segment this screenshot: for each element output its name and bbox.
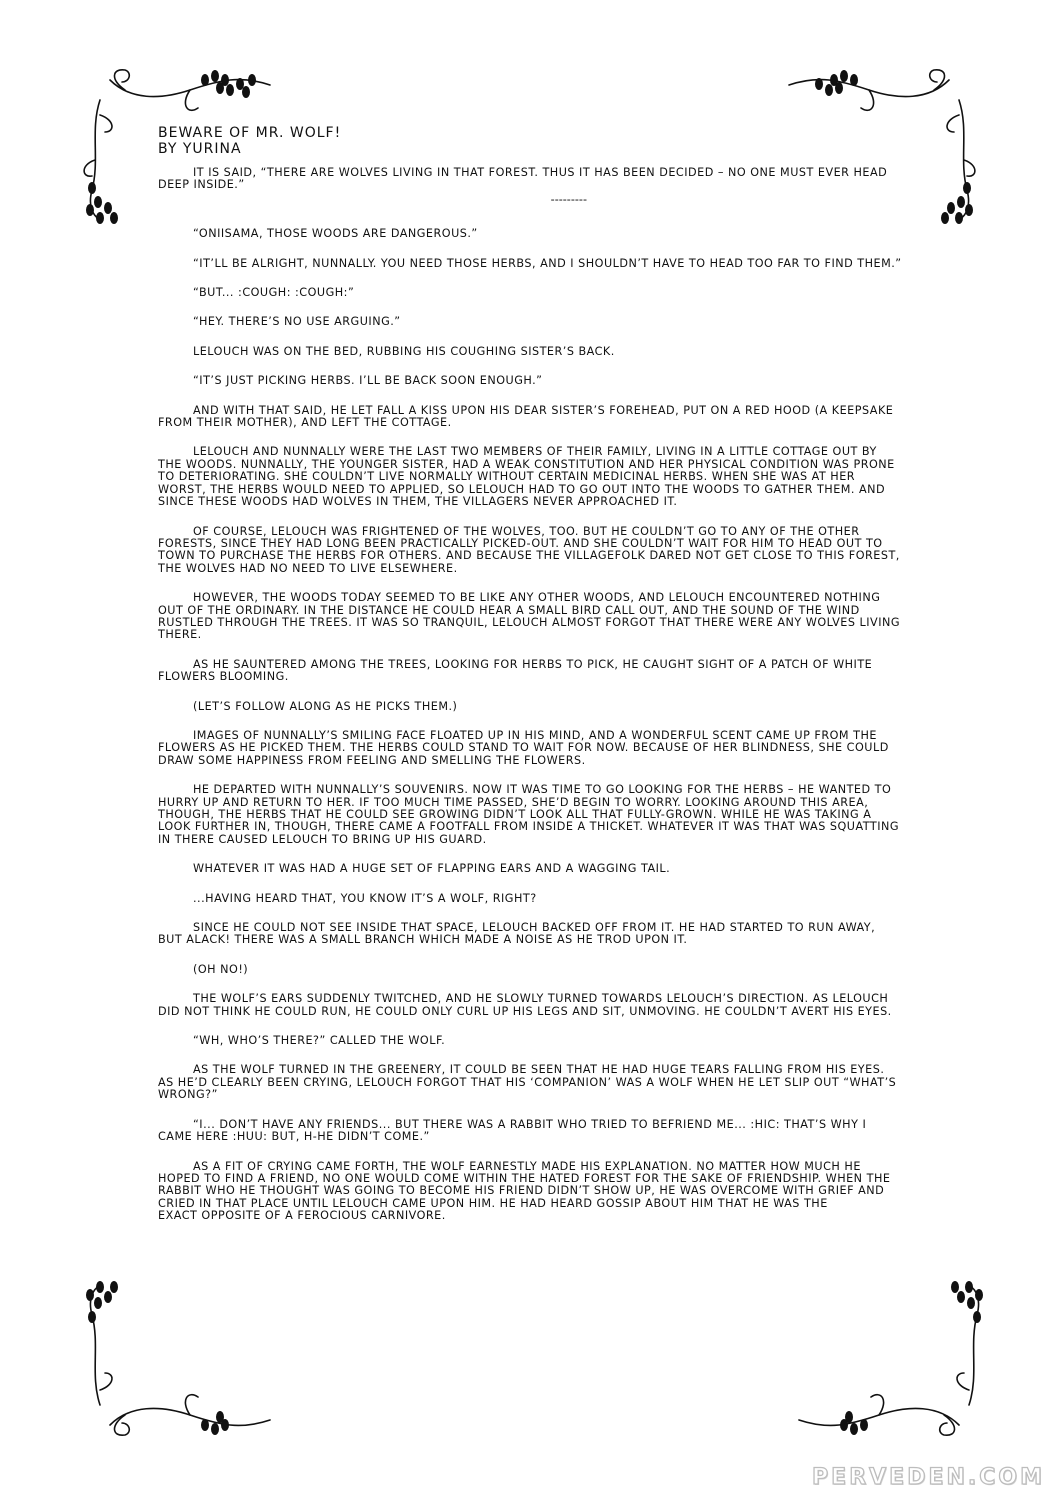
paragraph: “ONIISAMA, THOSE WOODS ARE DANGEROUS.” <box>193 227 478 241</box>
paragraph: “WH, WHO’S THERE?” CALLED THE WOLF. <box>193 1034 446 1048</box>
site-watermark: PERVEDEN.COM <box>812 1465 1045 1490</box>
paragraph: AND WITH THAT SAID, HE LET FALL A KISS UPON HIS DEAR SISTER’S FOREHEAD, PUT ON A RED HOOD (A KEEPSAKE FROM THEIR MOTHER), AND LEFT THE COTTAGE. <box>158 403 894 430</box>
paragraph: IMAGES OF NUNNALLY’S SMILING FACE FLOATED UP IN HIS MIND, AND A WONDERFUL SCENT CAME UP FROM THE FLOWERS AS HE PICKED THEM. THE HERBS COULD STAND TO WAIT FOR NOW. BECAUSE OF HER BLINDNESS, SHE COULD DRAW SOME HAPPINESS FROM FEELING AND SMELLING THE FLOWERS. <box>158 728 889 767</box>
paragraph: “IT’LL BE ALRIGHT, NUNNALLY. YOU NEED THOSE HERBS, AND I SHOULDN’T HAVE TO HEAD TOO FAR TO FIND THEM.” <box>193 256 902 270</box>
paragraph: LELOUCH AND NUNNALLY WERE THE LAST TWO MEMBERS OF THEIR FAMILY, LIVING IN A LITTLE COTTAGE OUT BY THE WOODS. NUNNALLY, THE YOUNGER SISTER, HAD A WEAK CONSTITUTION AND HER PHYSICAL CONDITION WAS PRONE TO DETERIORATING. SHE COULDN’T LIVE NORMALLY WITHOUT CERTAIN MEDICINAL HERBS. WHEN SHE WAS AT HER WORST, THE HERBS WOULD NEED TO APPLIED, SO LELOUCH HAD TO GO OUT INTO THE WOODS TO GATHER THEM. AND SINCE THESE WOODS HAD WOLVES IN THEM, THE VILLAGERS NEVER APPROACHED IT. <box>158 445 895 509</box>
paragraph: HE DEPARTED WITH NUNNALLY’S SOUVENIRS. NOW IT WAS TIME TO GO LOOKING FOR THE HERBS – HE WANTED TO HURRY UP AND RETURN TO HER. IF TOO MUCH TIME PASSED, SHE’D BEGIN TO WORRY. LOOKING AROUND THIS AREA, THOUGH, THE HERBS THAT HE COULD SEE GROWING DIDN’T LOOK ALL THAT FULLY-GROWN. WHILE HE WAS TAKING A LOOK FURTHER IN, THOUGH, THERE CAME A FOOTFALL FROM INSIDE A THICKET. WHATEVER IT WAS THAT WAS SQUATTING IN THERE CAUSED LELOUCH TO BRING UP HIS GUARD. <box>158 783 900 846</box>
section-divider: --------- <box>550 192 587 206</box>
paragraph: AS A FIT OF CRYING CAME FORTH, THE WOLF EARNESTLY MADE HIS EXPLANATION. NO MATTER HOW MUCH HE HOPED TO FIND A FRIEND, NO ONE WOULD COME WITHIN THE HATED FOREST FOR THE SAKE OF FRIENDSHIP. WHEN THE RABBIT WHO HE THOUGHT WAS GOING TO BECOME HIS FRIEND DIDN’T SHOW UP, HE WAS OVERCOME WITH GRIEF AND CRIED IN THAT PLACE UNTIL LELOUCH CAME UPON HIM. HE HAD HEARD GOSSIP ABOUT HIM THAT HE WAS THE <box>158 1159 891 1210</box>
paragraph: THE WOLF’S EARS SUDDENLY TWITCHED, AND HE SLOWLY TURNED TOWARDS LELOUCH’S DIRECTION. AS LELOUCH DID NOT THINK HE COULD RUN, HE COULD ONLY CURL UP HIS LEGS AND SIT, UNMOVING. HE COULDN’T AVERT HIS EYES. <box>158 992 892 1018</box>
bottom-left-vine-ornament <box>70 1275 300 1445</box>
paragraph: ...HAVING HEARD THAT, YOU KNOW IT’S A WOLF, RIGHT? <box>193 891 537 905</box>
paragraph: IT IS SAID, “THERE ARE WOLVES LIVING IN THAT FOREST. THUS IT HAS BEEN DECIDED – NO ONE MUST EVER HEAD DEEP INSIDE.” <box>158 166 888 192</box>
paragraph: OF COURSE, LELOUCH WAS FRIGHTENED OF THE WOLVES, TOO. BUT HE COULDN’T GO TO ANY OF THE OTHER FORESTS, SINCE THEY HAD LONG BEEN PRACTICALLY PICKED-OUT. AND SHE COULDN’T WAIT FOR HIM TO HEAD OUT TO TOWN TO PURCHASE THE HERBS FOR OTHERS. AND BECAUSE THE VILLAGEFOLK DARED NOT GET CLOSE TO THIS FOREST, THE WOLVES HAD NO NEED TO LIVE ELSEWHERE. <box>158 524 900 575</box>
paragraph: LELOUCH WAS ON THE BED, RUBBING HIS COUGHING SISTER’S BACK. <box>193 344 615 358</box>
paragraph: WHATEVER IT WAS HAD A HUGE SET OF FLAPPING EARS AND A WAGGING TAIL. <box>193 862 671 876</box>
paragraph-last-line: EXACT OPPOSITE OF A FEROCIOUS CARNIVORE. <box>158 1209 446 1223</box>
paragraph: (OH NO!) <box>193 962 249 976</box>
story-title: BEWARE OF MR. WOLF! <box>158 125 342 141</box>
story-body <box>158 125 903 1223</box>
paragraph: “BUT... :COUGH: :COUGH:” <box>193 286 355 300</box>
paragraph: AS THE WOLF TURNED IN THE GREENERY, IT COULD BE SEEN THAT HE HAD HUGE TEARS FALLING FROM HIS EYES. AS HE’D CLEARLY BEEN CRYING, LELOUCH FORGOT THAT HIS ‘COMPANION’ WAS A WOLF WHEN HE LET SLIP OUT “WHAT’S WRONG?” <box>158 1063 897 1102</box>
paragraph: “IT’S JUST PICKING HERBS. I’LL BE BACK SOON ENOUGH.” <box>193 374 543 388</box>
paragraph: HOWEVER, THE WOODS TODAY SEEMED TO BE LIKE ANY OTHER WOODS, AND LELOUCH ENCOUNTERED NOTHING OUT OF THE ORDINARY. IN THE DISTANCE HE COULD HEAR A SMALL BIRD CALL OUT, AND THE SOUND OF THE WIND RUSTLED THROUGH THE TREES. IT WAS SO TRANQUIL, LELOUCH ALMOST FORGOT THAT THERE WERE ANY WOLVES LIVING THERE. <box>158 591 901 642</box>
paragraph: (LET’S FOLLOW ALONG AS HE PICKS THEM.) <box>193 699 458 713</box>
paragraph: “HEY. THERE’S NO USE ARGUING.” <box>193 315 401 329</box>
bottom-right-vine-ornament <box>769 1275 999 1445</box>
paragraph: “I... DON’T HAVE ANY FRIENDS... BUT THERE WAS A RABBIT WHO TRIED TO BEFRIEND ME... :HIC: THAT’S WHY I CAME HERE :HUU: BUT, H-HE DIDN’T COME.” <box>158 1117 867 1144</box>
story-author: BY YURINA <box>158 141 242 157</box>
paragraph: SINCE HE COULD NOT SEE INSIDE THAT SPACE, LELOUCH BACKED OFF FROM IT. HE HAD STARTED TO RUN AWAY, BUT ALACK! THERE WAS A SMALL BRANCH WHICH MADE A NOISE AS HE TROD UPON IT. <box>158 921 876 947</box>
paragraph: AS HE SAUNTERED AMONG THE TREES, LOOKING FOR HERBS TO PICK, HE CAUGHT SIGHT OF A PATCH OF WHITE FLOWERS BLOOMING. <box>158 657 873 684</box>
